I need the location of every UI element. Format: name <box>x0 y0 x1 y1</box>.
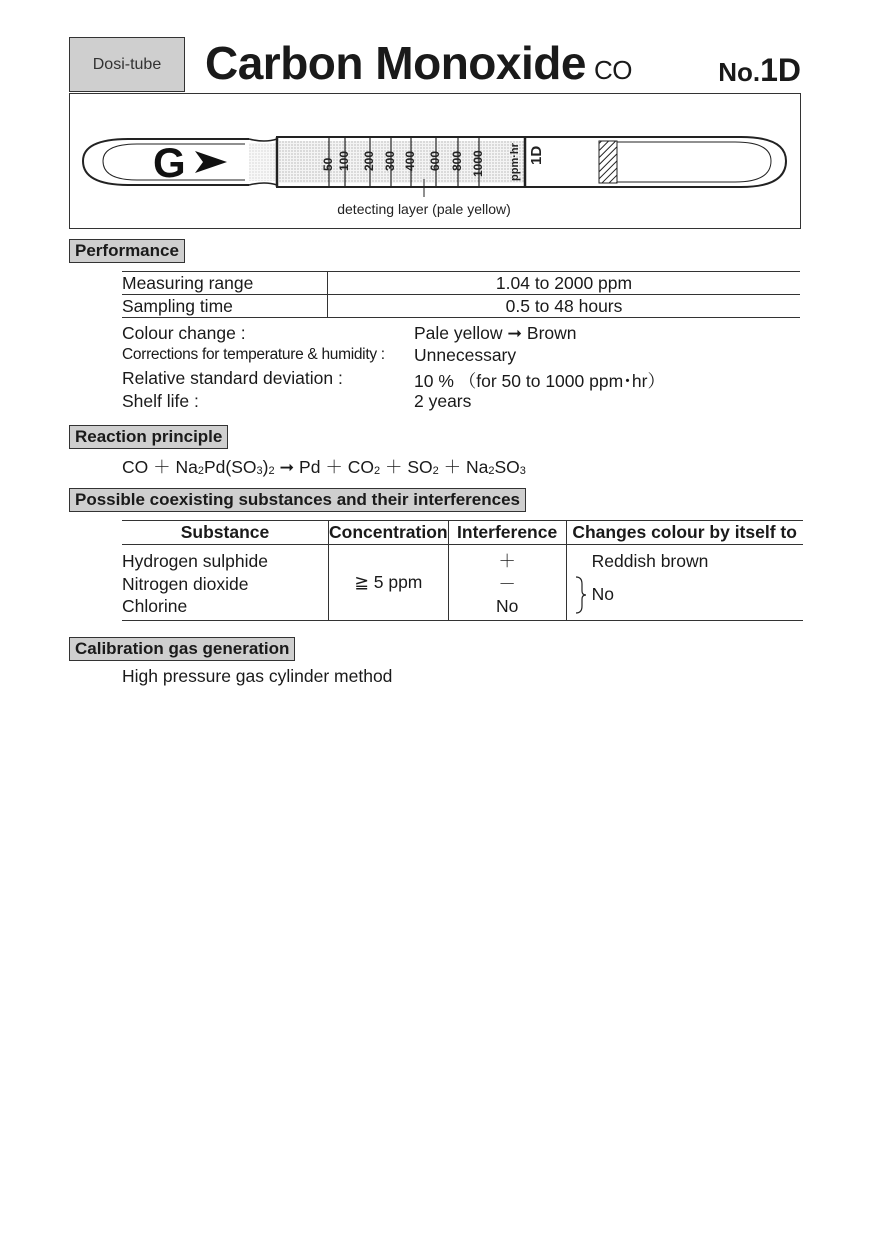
scale-unit: ppm·hr <box>509 143 521 181</box>
colour-change-value: Pale yellow ➞ Brown <box>414 323 577 343</box>
performance-heading: Performance <box>69 239 185 263</box>
column-header: Substance <box>122 521 329 545</box>
gas-name: Carbon Monoxide <box>205 37 586 89</box>
formula-part: 3 <box>256 465 263 477</box>
formula-part: ＋ <box>384 457 403 477</box>
interference-value: ＋ <box>498 551 516 571</box>
shelf-life-label: Shelf life : <box>122 391 199 411</box>
measuring-range-label: Measuring range <box>122 272 328 295</box>
scale-label: 200 <box>362 150 376 171</box>
formula-part: 2 <box>488 465 495 477</box>
detecting-layer <box>279 141 525 183</box>
formula-part: Na <box>465 457 489 477</box>
table-header-row <box>122 521 803 545</box>
formula-part: SO <box>494 457 520 477</box>
table-row <box>122 295 800 318</box>
substance-name: Chlorine <box>122 596 188 616</box>
substance-name: Hydrogen sulphide <box>122 551 268 571</box>
formula-part: 2 <box>432 465 439 477</box>
formula-part: Pd <box>204 457 226 477</box>
formula-part: Pd <box>299 457 321 477</box>
gas-formula: CO <box>593 55 632 85</box>
model-code: 1D <box>760 52 801 88</box>
substance-name: Nitrogen dioxide <box>122 573 249 594</box>
rsd-value: 10 % （for 50 to 1000 ppm･hr） <box>414 371 665 391</box>
column-header: Changes colour by itself to <box>566 521 803 545</box>
corrections-value: Unnecessary <box>414 345 517 365</box>
formula-part: 2 <box>197 465 204 477</box>
brand-logo: G <box>153 139 186 186</box>
coexisting-table <box>122 520 803 621</box>
sampling-time-label: Sampling time <box>122 295 328 318</box>
calibration-heading: Calibration gas generation <box>69 637 295 661</box>
detecting-layer-caption: detecting layer (pale yellow) <box>337 201 511 217</box>
scale-label: 1000 <box>471 150 485 177</box>
formula-part: 2 <box>268 465 275 477</box>
tube-neck-fill <box>249 143 277 181</box>
sampling-time-value: 0.5 to 48 hours <box>328 295 801 318</box>
formula-part: (SO <box>225 457 257 477</box>
interference-value: － <box>498 573 516 594</box>
reaction-equation <box>122 454 526 479</box>
model-prefix: No. <box>718 57 761 87</box>
formula-part: 3 <box>519 465 526 477</box>
formula-part: CO <box>347 457 374 477</box>
curly-brace-icon <box>573 575 587 615</box>
concentration-cell: ≧ 5 ppm <box>329 545 449 621</box>
scale-label: 800 <box>450 150 464 171</box>
self-colour-cell <box>566 545 803 621</box>
corrections-label: Corrections for temperature & humidity : <box>122 346 385 363</box>
formula-part: Na <box>175 457 198 477</box>
table-row <box>122 545 803 621</box>
formula-part: ➞ <box>279 457 295 477</box>
table-row <box>122 272 800 295</box>
performance-table <box>122 271 800 318</box>
column-header: Interference <box>448 521 566 545</box>
substance-cell <box>122 545 329 621</box>
measuring-range-value: 1.04 to 2000 ppm <box>328 272 801 295</box>
scale-label: 100 <box>337 150 351 171</box>
scale-label: 50 <box>321 157 335 171</box>
column-header: Concentration <box>329 521 449 545</box>
formula-part: SO <box>407 457 433 477</box>
performance-properties <box>122 323 802 415</box>
page-title <box>205 36 632 90</box>
formula-part: CO <box>122 457 149 477</box>
colour-change-label: Colour change : <box>122 323 246 343</box>
reaction-heading: Reaction principle <box>69 425 228 449</box>
self-colour-value: No <box>591 584 614 604</box>
scale-label: 300 <box>383 150 397 171</box>
self-colour-value: Reddish brown <box>591 551 709 571</box>
formula-part: ＋ <box>443 457 462 477</box>
model-number <box>718 52 801 89</box>
interference-cell <box>448 545 566 621</box>
scale-label: 600 <box>428 150 442 171</box>
shelf-life-value: 2 years <box>414 391 472 411</box>
formula-part: ＋ <box>325 457 343 477</box>
scale-label: 400 <box>403 150 417 171</box>
formula-part: ＋ <box>153 457 171 477</box>
formula-part: 2 <box>373 465 381 477</box>
tube-plug <box>599 141 617 183</box>
calibration-method: High pressure gas cylinder method <box>122 666 393 686</box>
rsd-label: Relative standard deviation : <box>122 368 343 388</box>
tube-diagram <box>69 93 801 229</box>
series-label: Dosi-tube <box>69 37 185 92</box>
formula-part: ) <box>262 457 269 477</box>
tube-code: 1D <box>528 145 545 165</box>
interference-value: No <box>495 596 519 616</box>
coexisting-heading: Possible coexisting substances and their interferences <box>69 488 526 512</box>
